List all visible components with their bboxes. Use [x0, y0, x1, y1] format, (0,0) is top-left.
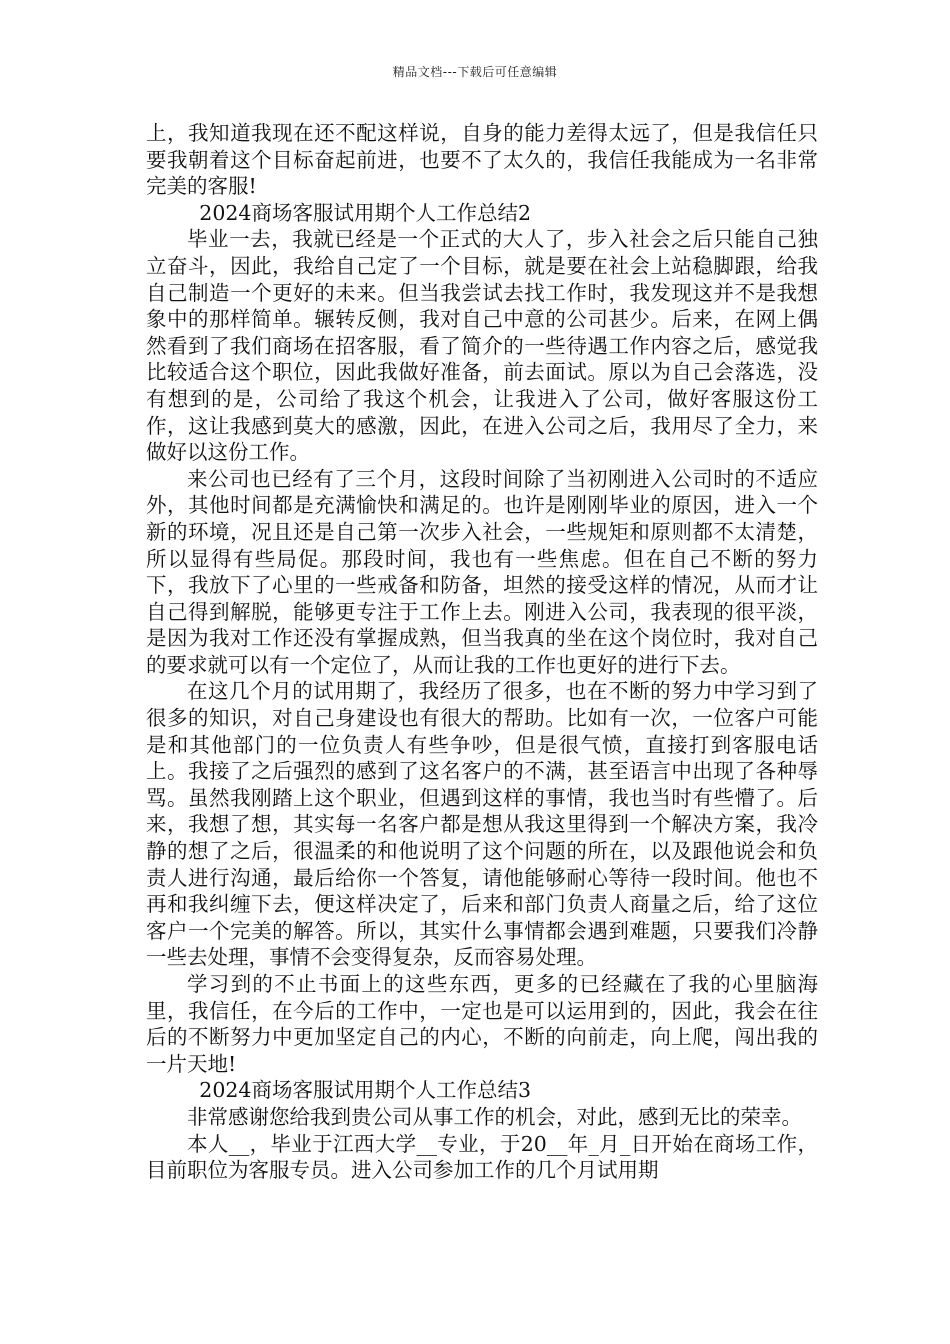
paragraph: 毕业一去，我就已经是一个正式的大人了，步入社会之后只能自己独立奋斗，因此，我给自己定了一个目标，就是要在社会上站稳脚跟，给我自己制造一个更好的未来。但当我尝试去找工作时，我发现这并不是我想象中的那样简单。辗转反侧，我对自己中意的公司甚少。后来，在网上偶然看到了我们商场在招客服，看了简介的一些待遇工作内容之后，感觉我比较适合这个职位，因此我做好准备，前去面试。原以为自己会落选，没有想到的是，公司给了我这个机会，让我进入了公司，做好客服这份工作，这让我感到莫大的感激，因此，在进入公司之后，我用尽了全力，来做好以这份工作。 [146, 227, 818, 465]
paragraph: 来公司也已经有了三个月，这段时间除了当初刚进入公司时的不适应外，其他时间都是充满愉快和满足的。也许是刚刚毕业的原因，进入一个新的环境，况且还是自己第一次步入社会，一些规矩和原则都不太清楚，所以显得有些局促。那段时间，我也有一些焦虑。但在自己不断的努力下，我放下了心里的一些戒备和防备，坦然的接受这样的情况，从而才让自己得到解脱，能够更专注于工作上去。刚进入公司，我表现的很平淡，是因为我对工作还没有掌握成熟，但当我真的坐在这个岗位时，我对自己的要求就可以有一个定位了，从而让我的工作也更好的进行下去。 [146, 466, 818, 677]
paragraph: 学习到的不止书面上的这些东西，更多的已经藏在了我的心里脑海里，我信任，在今后的工作中，一定也是可以运用到的，因此，我会在往后的不断努力中更加坚定自己的内心，不断的向前走，向上爬，闯出我的一片天地! [146, 972, 818, 1076]
paragraph: 本人__，毕业于江西大学__专业，于20__年_月_日开始在商场工作，目前职位为客服专员。进入公司参加工作的几个月试用期 [146, 1131, 818, 1183]
paragraph: 上，我知道我现在还不配这样说，自身的能力差得太远了，但是我信任只要我朝着这个目标奋起前进，也要不了太久的，我信任我能成为一名非常完美的客服! [146, 121, 818, 199]
section-heading: 2024商场客服试用期个人工作总结2 [199, 200, 532, 225]
document-body [146, 120, 818, 1184]
paragraph: 在这几个月的试用期了，我经历了很多，也在不断的努力中学习到了很多的知识，对自己身建设也有很大的帮助。比如有一次，一位客户可能是和其他部门的一位负责人有些争吵，但是很气愤，直接打到客服电话上。我接了之后强烈的感到了这名客户的不满，甚至语言中出现了各种辱骂。虽然我刚踏上这个职业，但遇到这样的事情，我也当时有些懵了。后来，我想了想，其实每一名客户都是想从我这里得到一个解决方案，我冷静的想了之后，很温柔的和他说明了这个问题的所在，以及跟他说会和负责人进行沟通，最后给你一个答复，请他能够耐心等待一段时间。他也不再和我纠缠下去，便这样决定了，后来和部门负责人商量之后，给了这位客户一个完美的解答。所以，其实什么事情都会遇到难题，只要我们冷静一些去处理，事情不会变得复杂，反而容易处理。 [146, 679, 818, 970]
page-header: 精品文档---下载后可任意编辑 [392, 65, 558, 79]
paragraph: 非常感谢您给我到贵公司从事工作的机会，对此，感到无比的荣幸。 [187, 1104, 802, 1129]
section-heading: 2024商场客服试用期个人工作总结3 [199, 1078, 532, 1103]
